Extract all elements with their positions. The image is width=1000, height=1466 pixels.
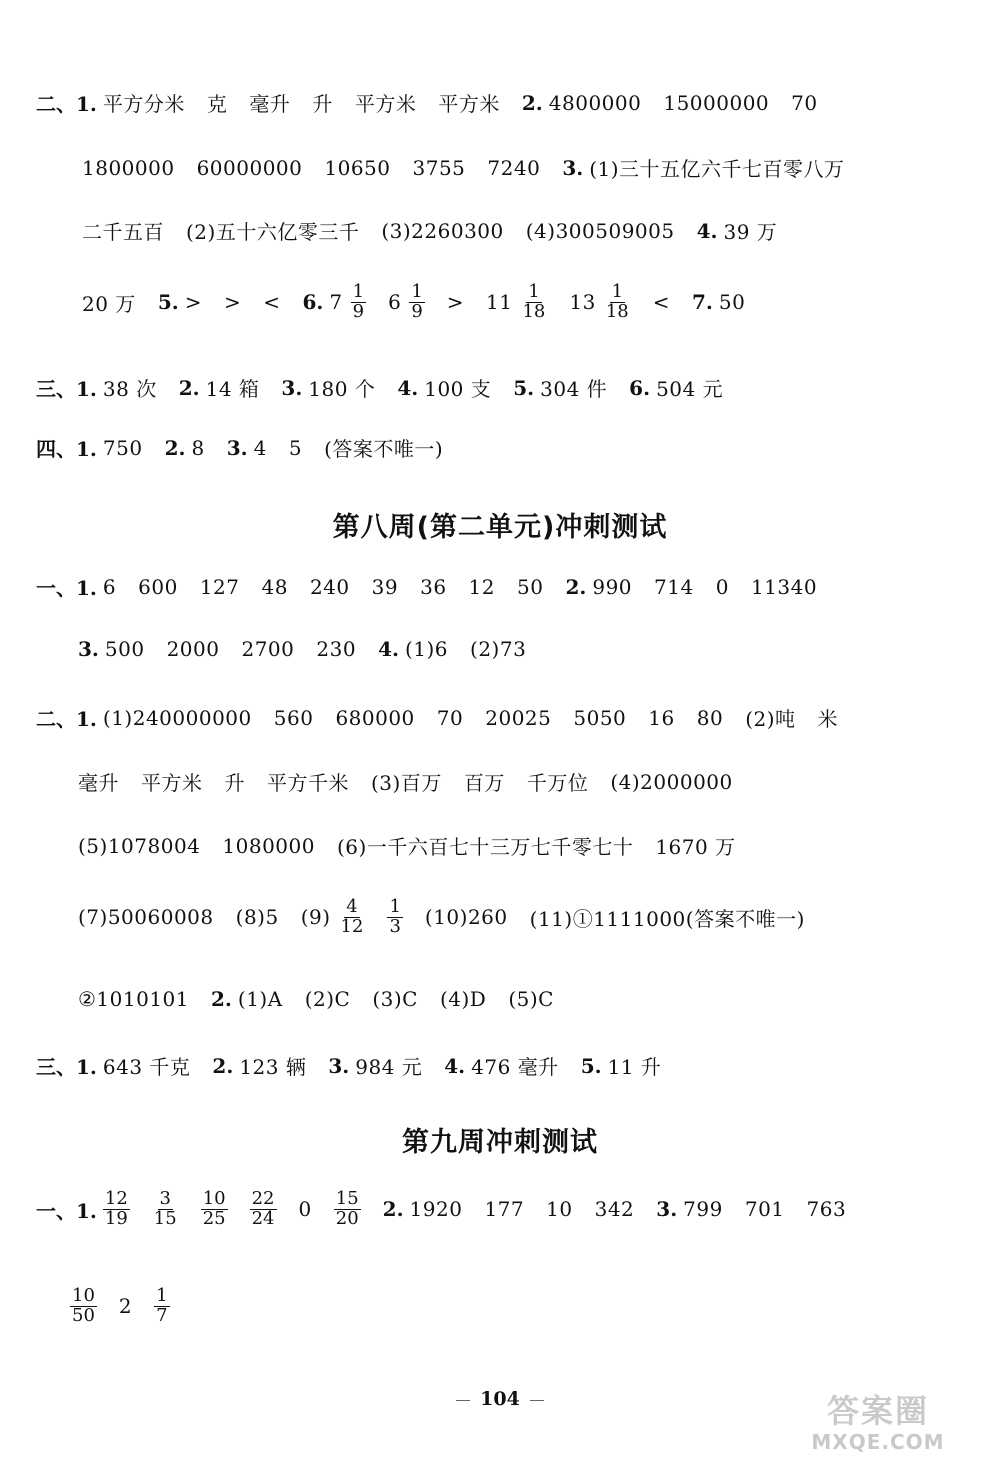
fraction-denominator: 19 [104, 1207, 128, 1229]
answer-line [36, 1190, 868, 1229]
answer-line [78, 637, 548, 661]
answer-text: 127 [199, 574, 240, 599]
answer-text: 6 [102, 574, 117, 599]
comparison-sign: < [652, 290, 671, 315]
answer-text: 701 [744, 1197, 785, 1222]
question-number: 2. [212, 1053, 234, 1078]
answer-text: (11)①1111000(答案不唯一) [529, 906, 805, 931]
question-number: 4. [444, 1053, 466, 1078]
answer-text: 1670 万 [655, 835, 736, 859]
answer-text: (5)1078004 [78, 833, 201, 858]
answer-text: (10)260 [424, 905, 508, 930]
answer-text: 平方米 [354, 92, 417, 116]
answer-text: 504 元 [656, 377, 724, 401]
answer-text: 百万 [463, 771, 505, 795]
answer-text: (1)6 [404, 637, 449, 661]
answer-text: 8 [191, 435, 205, 460]
section-title: 第九周冲刺测试 [402, 1127, 598, 1158]
question-number: 二、1. [36, 707, 97, 731]
fraction-denominator: 50 [72, 1304, 95, 1326]
question-number: 2. [565, 574, 587, 599]
answer-text: 230 [316, 637, 357, 661]
answer-text: 304 件 [540, 377, 608, 401]
answer-text: 123 辆 [239, 1055, 307, 1079]
answer-text: 984 元 [355, 1055, 423, 1079]
answer-line [82, 283, 767, 322]
answer-note: (答案不唯一) [324, 437, 444, 461]
answer-text: 39 [371, 574, 399, 599]
question-number: 3. [281, 375, 303, 400]
answer-text: 20025 [485, 705, 552, 730]
answer-text: (3)C [372, 987, 418, 1011]
fraction-numerator: 10 [72, 1285, 95, 1306]
answer-text: 750 [102, 435, 143, 460]
question-number: 4. [696, 218, 718, 243]
question-number: 2. [521, 90, 543, 115]
answer-text: 560 [273, 705, 314, 730]
footer-dash [456, 1400, 470, 1401]
answer-line [36, 572, 839, 601]
fraction [520, 283, 547, 322]
whole-number: 6 [388, 290, 402, 315]
answer-text: (7)50060008 [78, 905, 214, 930]
page-number: 104 [480, 1388, 520, 1410]
answer-text: 10650 [324, 155, 391, 180]
answer-line [70, 1287, 192, 1326]
answer-text: (5)C [508, 987, 554, 1011]
fraction-numerator: 1 [156, 1285, 168, 1306]
answer-text: 50 [517, 574, 544, 599]
question-number: 6. [629, 375, 651, 400]
answer-text: ②1010101 [78, 987, 190, 1011]
fraction [201, 1190, 228, 1229]
answer-text: 7240 [487, 155, 541, 180]
answer-text: 643 千克 [102, 1055, 191, 1079]
answer-text: 升 [224, 771, 245, 795]
answer-text: 1080000 [222, 833, 315, 858]
answer-text: 11 升 [607, 1055, 662, 1079]
fraction-numerator: 10 [202, 1188, 226, 1209]
answer-text: 50 [718, 290, 746, 315]
answer-line [36, 88, 840, 117]
fraction [334, 1190, 361, 1229]
fraction [152, 1190, 179, 1229]
answer-text: 平方米 [141, 771, 203, 795]
answer-line [36, 433, 465, 462]
question-number: 3. [78, 637, 99, 661]
answer-text: 20 万 [82, 291, 136, 316]
fraction [387, 898, 402, 937]
answer-text: 2700 [241, 637, 295, 661]
fraction [103, 1190, 130, 1229]
answer-text: 11340 [750, 574, 818, 599]
answer-text: 千万位 [526, 771, 589, 795]
comparison-sign: < [263, 290, 281, 315]
comparison-sign: > [223, 290, 242, 315]
fraction-denominator: 12 [340, 915, 364, 937]
question-number: 5. [157, 290, 179, 315]
answer-text: 60000000 [196, 155, 303, 180]
answer-text: 476 毫升 [471, 1055, 559, 1079]
answer-text: 80 [696, 705, 724, 730]
answer-text: 39 万 [723, 220, 778, 244]
fraction [154, 1287, 169, 1326]
answer-text: 4 [253, 435, 267, 460]
question-number: 三、1. [36, 377, 97, 401]
comparison-sign: > [184, 290, 202, 315]
fraction-denominator: 25 [202, 1207, 226, 1229]
watermark-logo [778, 1392, 978, 1462]
comparison-sign: > [446, 290, 465, 315]
section-title: 第八周(第二单元)冲刺测试 [332, 512, 668, 543]
answer-line [82, 153, 867, 182]
answer-text: 平方千米 [267, 771, 349, 795]
answer-line [36, 1051, 683, 1080]
answer-text: 100 支 [424, 377, 492, 401]
answer-text: 平方分米 [102, 92, 185, 116]
question-number: 2. [211, 987, 232, 1011]
fraction-denominator: 9 [352, 300, 365, 322]
answer-text: 1800000 [82, 155, 175, 180]
answer-text: (4)2000000 [610, 769, 733, 794]
answer-text: (2)73 [470, 637, 527, 661]
fraction-numerator: 1 [389, 896, 401, 917]
answer-line [78, 898, 827, 937]
answer-text: (2)吨 [745, 707, 796, 731]
watermark-text: 答案圈 [826, 1392, 929, 1430]
answer-text: 5 [288, 435, 303, 460]
answer-text: 2000 [166, 637, 220, 661]
answer-text: 克 [206, 92, 228, 116]
answer-text: 毫升 [249, 92, 291, 116]
answer-text: 240 [309, 574, 350, 599]
fraction-denominator: 18 [605, 300, 629, 322]
fraction [250, 1190, 277, 1229]
question-number: 3. [226, 435, 248, 460]
answer-text: 36 [420, 574, 447, 599]
fraction-denominator: 9 [411, 300, 423, 322]
fraction-numerator: 4 [346, 896, 358, 917]
question-number: 4. [378, 637, 399, 661]
question-number: 2. [164, 435, 186, 460]
fraction [339, 898, 366, 937]
answer-text: 600 [138, 574, 178, 599]
answer-text: (1)A [237, 987, 283, 1011]
fraction [604, 283, 631, 322]
question-number: 6. [302, 290, 324, 315]
answer-text: (3)2260300 [381, 218, 504, 243]
answer-text: (3)百万 [371, 771, 442, 795]
answer-text: 799 [683, 1197, 723, 1222]
fraction-denominator: 20 [335, 1207, 359, 1229]
fraction-denominator: 3 [389, 915, 401, 937]
answer-text: 5050 [573, 705, 627, 730]
answer-line [36, 703, 860, 732]
answer-text: (9) [300, 905, 331, 930]
answer-line [78, 767, 755, 796]
answer-text: 714 [654, 574, 694, 599]
question-number: 3. [562, 155, 584, 180]
fraction-numerator: 1 [411, 281, 423, 302]
answer-text: (6)一千六百七十三万七千零七十 [336, 835, 634, 859]
answer-text: 177 [484, 1197, 525, 1222]
whole-number: 11 [486, 290, 513, 315]
answer-text: 15000000 [663, 90, 770, 115]
fraction-numerator: 1 [611, 281, 624, 302]
answer-text: 990 [592, 574, 633, 599]
fraction-denominator: 18 [522, 300, 546, 322]
question-number: 2. [382, 1197, 404, 1222]
fraction [70, 1287, 97, 1326]
fraction-denominator: 15 [153, 1207, 177, 1229]
question-number: 三、1. [36, 1055, 97, 1079]
question-number: 一、1. [36, 1198, 97, 1223]
fraction-numerator: 12 [104, 1188, 128, 1209]
answer-text: 680000 [335, 705, 415, 730]
fraction [351, 283, 366, 322]
watermark-url: MXQE.COM [811, 1430, 945, 1454]
fraction-denominator: 24 [251, 1207, 275, 1229]
answer-text: 4800000 [548, 90, 642, 115]
fraction-numerator: 1 [352, 281, 365, 302]
answer-text: 1920 [409, 1197, 463, 1222]
question-number: 5. [580, 1053, 602, 1078]
answer-text: 毫升 [78, 771, 119, 795]
fraction-numerator: 3 [159, 1188, 171, 1209]
answer-text: 16 [648, 705, 675, 730]
fraction [409, 283, 424, 322]
question-number: 3. [656, 1197, 678, 1222]
answer-text: 米 [817, 707, 839, 731]
question-number: 二、1. [36, 92, 97, 116]
answer-text: (4)300509005 [525, 218, 675, 243]
answer-text: 3755 [412, 155, 466, 180]
whole-number: 7 [329, 290, 343, 315]
answer-text: (2)C [304, 987, 351, 1011]
answer-line [78, 831, 758, 860]
answer-text: 12 [468, 574, 495, 599]
answer-line [78, 987, 576, 1011]
answer-text: (8)5 [235, 905, 279, 930]
answer-text: 0 [715, 574, 729, 599]
fraction-numerator: 15 [335, 1188, 359, 1209]
question-number: 3. [328, 1053, 350, 1078]
answer-text: 342 [594, 1197, 635, 1222]
answer-text: 2 [118, 1294, 133, 1319]
answer-text: (1)三十五亿六千七百零八万 [589, 157, 845, 181]
fraction-numerator: 22 [251, 1188, 275, 1209]
answer-text: 平方米 [438, 92, 500, 116]
question-number: 一、1. [36, 576, 97, 600]
answer-text: (1)240000000 [102, 705, 252, 730]
answer-text: 升 [312, 92, 333, 116]
answer-line [82, 216, 799, 245]
question-number: 2. [178, 375, 200, 400]
fraction-denominator: 7 [156, 1304, 168, 1326]
answer-text: 70 [436, 705, 464, 730]
whole-number: 13 [569, 290, 596, 315]
answer-text: 500 [104, 637, 145, 661]
answer-text: 38 次 [102, 377, 157, 401]
answer-text: 14 箱 [205, 377, 260, 401]
question-number: 四、1. [36, 437, 97, 461]
answer-text: (4)D [439, 987, 487, 1011]
answer-text: 二千五百 [82, 220, 164, 244]
answer-line [36, 373, 745, 402]
answer-text: 10 [546, 1197, 573, 1222]
answer-text: 48 [261, 574, 288, 599]
answer-text: 0 [298, 1197, 312, 1222]
question-number: 7. [692, 290, 713, 315]
answer-text: 180 个 [308, 377, 376, 401]
question-number: 4. [397, 375, 419, 400]
question-number: 5. [513, 375, 535, 400]
answer-text: 763 [806, 1197, 847, 1222]
footer-dash [530, 1400, 544, 1401]
fraction-numerator: 1 [528, 281, 540, 302]
answer-text: (2)五十六亿零三千 [186, 220, 360, 244]
answer-text: 70 [791, 90, 818, 115]
